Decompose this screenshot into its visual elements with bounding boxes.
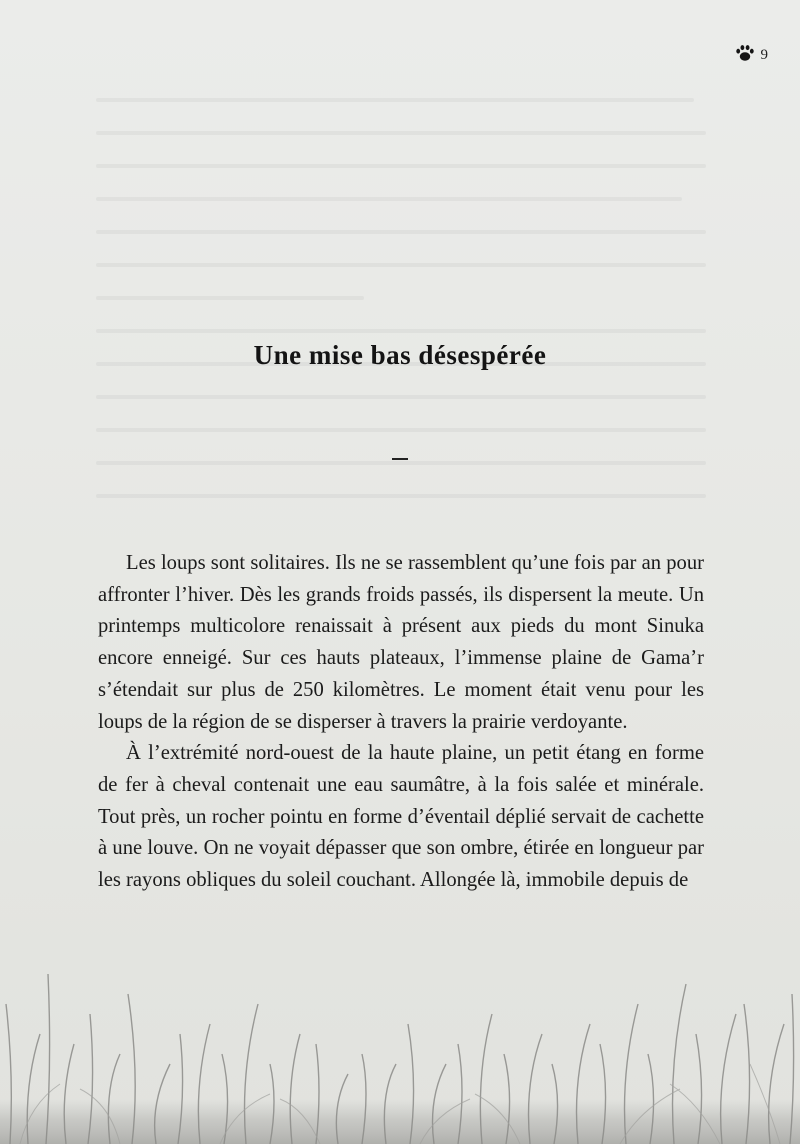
page-header: [735, 44, 769, 66]
paragraph-1: Les loups sont solitaires. Ils ne se rassemblent qu’une fois par an pour affronter l’hiver. Dès les grands froids passés, ils dispersent la meute. Un printemps multicolore renaissait à présent aux pieds du mont Sinuka encore enneigé. Sur ces hauts plateaux, l’immense plaine de Gama’r s’étendait sur plus de 250 kilomètres. Le moment était venu pour les loups de la région de se disperser à travers la prairie verdoyante.: [98, 552, 704, 733]
title-separator: [392, 458, 408, 460]
page-number: 9: [760, 46, 768, 63]
chapter-title: Une mise bas désespérée: [253, 340, 547, 370]
body-text: [98, 548, 704, 897]
show-through-text: [96, 98, 706, 527]
paragraph-2: À l’extrémité nord-ouest de la haute plaine, un petit étang en forme de fer à cheval contenait une eau saumâtre, à la fois salée et minérale. Tout près, un rocher pointu en forme d’éventail déplié servait de cachette à une louve. On ne voyait dépasser que son ombre, étirée en longueur par les rayons obliques du soleil couchant. Allongée là, immobile depuis de: [98, 742, 704, 892]
grass-illustration: [0, 914, 800, 1144]
paw-print-icon: [735, 44, 755, 66]
